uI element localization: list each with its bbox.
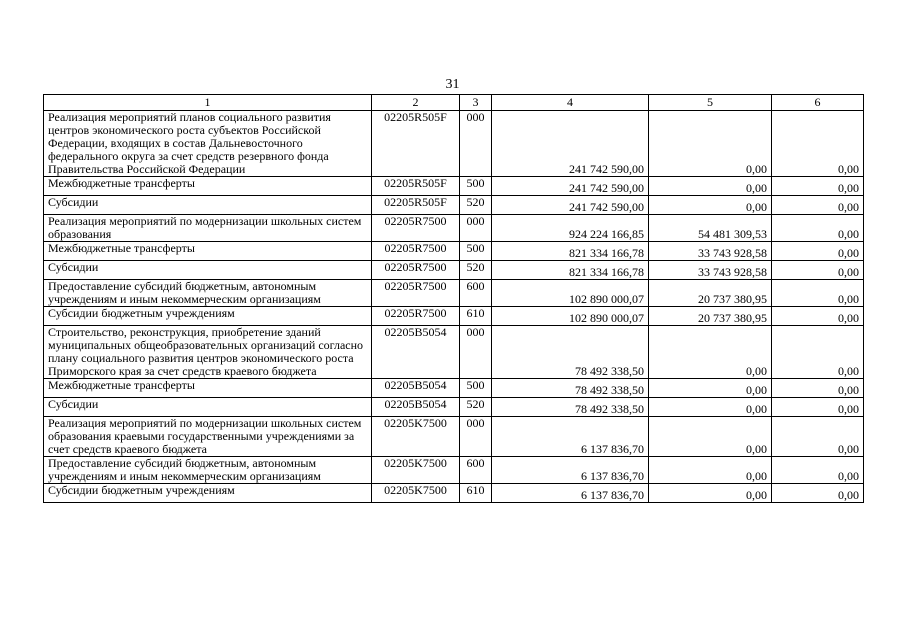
row-value-4: 241 742 590,00 — [492, 196, 649, 215]
row-value-6: 0,00 — [772, 379, 864, 398]
row-type: 600 — [460, 457, 492, 484]
row-value-6: 0,00 — [772, 261, 864, 280]
row-value-5: 0,00 — [649, 398, 772, 417]
table-row — [44, 177, 864, 196]
row-name: Строительство, реконструкция, приобретение зданий муниципальных общеобразовательных организаций согласно плану социального развития центров экономического роста Приморского края за счет средств краевого бюджета — [44, 326, 372, 379]
row-value-5: 0,00 — [649, 196, 772, 215]
row-value-6: 0,00 — [772, 196, 864, 215]
row-type: 610 — [460, 307, 492, 326]
row-value-4: 821 334 166,78 — [492, 261, 649, 280]
row-value-4: 6 137 836,70 — [492, 457, 649, 484]
row-value-6: 0,00 — [772, 457, 864, 484]
row-value-6: 0,00 — [772, 326, 864, 379]
row-name: Реализация мероприятий по модернизации школьных систем образования — [44, 215, 372, 242]
table-row — [44, 417, 864, 457]
row-value-5: 0,00 — [649, 484, 772, 503]
row-value-4: 78 492 338,50 — [492, 398, 649, 417]
row-value-4: 6 137 836,70 — [492, 417, 649, 457]
row-value-5: 0,00 — [649, 326, 772, 379]
table-row — [44, 280, 864, 307]
row-code: 02205B5054 — [372, 398, 460, 417]
row-value-6: 0,00 — [772, 177, 864, 196]
row-value-5: 0,00 — [649, 379, 772, 398]
row-value-6: 0,00 — [772, 398, 864, 417]
row-value-5: 0,00 — [649, 457, 772, 484]
row-value-4: 6 137 836,70 — [492, 484, 649, 503]
row-code: 02205K7500 — [372, 457, 460, 484]
row-name: Предоставление субсидий бюджетным, автономным учреждениям и иным некоммерческим организациям — [44, 457, 372, 484]
col-header-1: 1 — [44, 95, 372, 111]
row-code: 02205B5054 — [372, 326, 460, 379]
col-header-6: 6 — [772, 95, 864, 111]
col-header-3: 3 — [460, 95, 492, 111]
table-row — [44, 111, 864, 177]
row-value-4: 241 742 590,00 — [492, 177, 649, 196]
col-header-4: 4 — [492, 95, 649, 111]
row-name: Реализация мероприятий планов социального развития центров экономического роста субъектов Российской Федерации, входящих в состав Дальневосточного федерального округа за счет средств резервного фонда Правительства Российской Федерации — [44, 111, 372, 177]
table-row — [44, 261, 864, 280]
row-value-4: 821 334 166,78 — [492, 242, 649, 261]
col-header-5: 5 — [649, 95, 772, 111]
table-row — [44, 484, 864, 503]
row-type: 520 — [460, 196, 492, 215]
row-value-4: 78 492 338,50 — [492, 326, 649, 379]
row-value-6: 0,00 — [772, 417, 864, 457]
row-code: 02205R505F — [372, 177, 460, 196]
row-value-4: 78 492 338,50 — [492, 379, 649, 398]
col-header-2: 2 — [372, 95, 460, 111]
row-value-5: 33 743 928,58 — [649, 242, 772, 261]
row-type: 520 — [460, 261, 492, 280]
row-name: Межбюджетные трансферты — [44, 379, 372, 398]
row-code: 02205R505F — [372, 196, 460, 215]
row-type: 600 — [460, 280, 492, 307]
row-name: Субсидии — [44, 196, 372, 215]
row-type: 000 — [460, 326, 492, 379]
table-row — [44, 242, 864, 261]
row-code: 02205R7500 — [372, 215, 460, 242]
row-name: Субсидии бюджетным учреждениям — [44, 307, 372, 326]
row-code: 02205R7500 — [372, 242, 460, 261]
row-name: Субсидии бюджетным учреждениям — [44, 484, 372, 503]
row-type: 000 — [460, 215, 492, 242]
row-value-5: 20 737 380,95 — [649, 280, 772, 307]
row-name: Межбюджетные трансферты — [44, 242, 372, 261]
row-value-6: 0,00 — [772, 242, 864, 261]
row-type: 000 — [460, 417, 492, 457]
row-value-6: 0,00 — [772, 111, 864, 177]
row-name: Субсидии — [44, 398, 372, 417]
row-name: Реализация мероприятий по модернизации школьных систем образования краевыми государственными учреждениями за счет средств краевого бюджета — [44, 417, 372, 457]
row-value-5: 0,00 — [649, 177, 772, 196]
row-type: 000 — [460, 111, 492, 177]
row-value-4: 102 890 000,07 — [492, 307, 649, 326]
table-row — [44, 215, 864, 242]
row-value-5: 54 481 309,53 — [649, 215, 772, 242]
row-code: 02205R7500 — [372, 307, 460, 326]
row-type: 610 — [460, 484, 492, 503]
row-code: 02205K7500 — [372, 484, 460, 503]
row-type: 500 — [460, 177, 492, 196]
row-value-5: 0,00 — [649, 417, 772, 457]
table-row — [44, 379, 864, 398]
row-value-6: 0,00 — [772, 484, 864, 503]
row-value-4: 924 224 166,85 — [492, 215, 649, 242]
row-value-5: 20 737 380,95 — [649, 307, 772, 326]
row-name: Субсидии — [44, 261, 372, 280]
table-row — [44, 196, 864, 215]
row-value-6: 0,00 — [772, 280, 864, 307]
row-code: 02205K7500 — [372, 417, 460, 457]
table-row — [44, 326, 864, 379]
row-code: 02205R505F — [372, 111, 460, 177]
row-type: 520 — [460, 398, 492, 417]
row-value-6: 0,00 — [772, 307, 864, 326]
row-code: 02205B5054 — [372, 379, 460, 398]
row-value-6: 0,00 — [772, 215, 864, 242]
header-row — [44, 95, 864, 111]
table-row — [44, 457, 864, 484]
budget-table — [43, 94, 864, 503]
row-value-4: 102 890 000,07 — [492, 280, 649, 307]
table-row — [44, 307, 864, 326]
row-value-5: 33 743 928,58 — [649, 261, 772, 280]
row-value-4: 241 742 590,00 — [492, 111, 649, 177]
row-name: Предоставление субсидий бюджетным, автономным учреждениям и иным некоммерческим организациям — [44, 280, 372, 307]
row-name: Межбюджетные трансферты — [44, 177, 372, 196]
row-value-5: 0,00 — [649, 111, 772, 177]
row-code: 02205R7500 — [372, 261, 460, 280]
page-number: 31 — [445, 77, 460, 92]
row-type: 500 — [460, 379, 492, 398]
row-type: 500 — [460, 242, 492, 261]
table-row — [44, 398, 864, 417]
row-code: 02205R7500 — [372, 280, 460, 307]
